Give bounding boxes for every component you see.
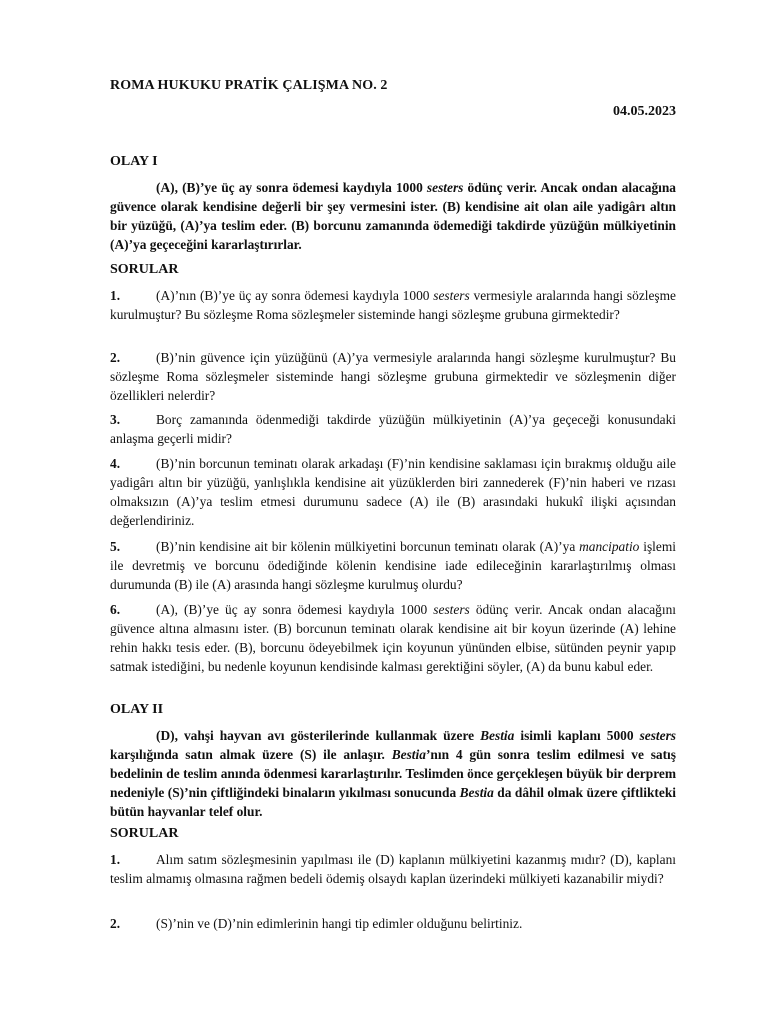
case-2-text-italic: Bestia	[391, 747, 426, 762]
question-text: (B)’nin borcunun teminatı olarak arkadaşı (F)’nin kendisine saklaması için bırakmış olduğu aile yadigârı altın bir yüzüğü, yanlışlıkla kendisine ait yüzüklerden biri zannederek (F)’nin haberi ve rızası olmaksızın (A)’ya teslim etmesi durumunu sadece (A) ile (B) arasındaki hukukî ilişki açısından değerlendiriniz.	[110, 456, 676, 528]
question-text: ödünç verir. Ancak ondan alacağını güvence altına almasını ister. (B) borcunun teminatı olarak kendisine ait bir koyun üzerinde (A) lehine rehin hakkı tesis eder. (B), borcunu ödeyebilmek için koyunun yününden elbise, sütünden peynir yapıp satmak istediğini, bu nedenle koyunun kendisinde kalması gerektiğini söyler, (A) da bunu kabul eder.	[110, 602, 676, 674]
case-2-question-1	[110, 850, 676, 888]
case-1-heading: OLAY I	[110, 154, 158, 169]
case-1-question-6	[110, 600, 676, 676]
question-number: 2.	[110, 916, 121, 931]
case-2-text-italic: sesters	[639, 728, 677, 743]
document-title: ROMA HUKUKU PRATİK ÇALIŞMA NO. 2	[110, 78, 388, 93]
case-1-question-3	[110, 410, 676, 448]
case-2-text-part: da dâhil olmak üzere çiftlikteki bütün hayvanlar telef olur.	[110, 785, 676, 819]
case-2-text-part: isimli kaplanı 5000	[514, 728, 640, 743]
case-1-text-italic: sesters	[426, 180, 464, 195]
question-number: 1.	[110, 288, 121, 303]
case-2-text-italic: Bestia	[480, 728, 515, 743]
question-text: (A)’nın (B)’ye üç ay sonra ödemesi kaydıyla 1000	[156, 288, 434, 303]
case-1-text	[110, 178, 676, 254]
question-number: 6.	[110, 602, 121, 617]
case-2-text-part: ’nın 4 gün sonra teslim edilmesi ve satış bedelinin de teslim anında ödenmesi kararlaştırılır. Teslimden önce gerçekleşen büyük bir derprem nedeniyle (S)’nin çiftliğindeki binaların yıkılması sonucunda	[110, 747, 676, 800]
case-1-question-2	[110, 348, 676, 405]
question-text: (S)’nin ve (D)’nin edimlerinin hangi tip edimler olduğunu belirtiniz.	[156, 916, 523, 931]
question-text: (B)’nin güvence için yüzüğünü (A)’ya vermesiyle aralarında hangi sözleşme kurulmuştur? Bu sözleşme Roma sözleşmeler sisteminde hangi sözleşme grubuna girmektedir ve sözleşmenin diğer özellikleri nelerdir?	[110, 350, 676, 403]
question-text-italic: sesters	[433, 602, 470, 617]
case-2-text	[110, 726, 676, 821]
case-1-text-part: (A), (B)’ye üç ay sonra ödemesi kaydıyla 1000	[156, 180, 427, 195]
question-number: 4.	[110, 456, 121, 471]
case-2-questions-heading: SORULAR	[110, 826, 179, 841]
case-2-text-part: (D), vahşi hayvan avı gösterilerinde kullanmak üzere	[156, 728, 481, 743]
question-number: 1.	[110, 852, 121, 867]
question-text: Borç zamanında ödenmediği takdirde yüzüğün mülkiyetinin (A)’ya geçeceği konusundaki anlaşma geçerli midir?	[110, 412, 676, 446]
case-1-question-1	[110, 286, 676, 324]
question-text: Alım satım sözleşmesinin yapılması ile (D) kaplanın mülkiyetini kazanmış mıdır? (D), kaplanı teslim almamış olmasına rağmen bedeli ödemiş olsaydı kaplan üzerindeki mülkiyeti kazanabilir miydi?	[110, 852, 676, 886]
question-text-italic: sesters	[433, 288, 470, 303]
question-number: 2.	[110, 350, 121, 365]
case-2-text-italic: Bestia	[459, 785, 494, 800]
case-1-question-4	[110, 454, 676, 530]
question-text: (B)’nin kendisine ait bir kölenin mülkiyetini borcunun teminatı olarak (A)’ya	[156, 539, 580, 554]
question-number: 5.	[110, 539, 121, 554]
question-text: (A), (B)’ye üç ay sonra ödemesi kaydıyla 1000	[156, 602, 434, 617]
case-2-heading: OLAY II	[110, 702, 164, 717]
case-2-question-2	[110, 914, 676, 933]
question-number: 3.	[110, 412, 121, 427]
case-1-questions-heading: SORULAR	[110, 262, 179, 277]
case-1-question-5	[110, 537, 676, 594]
question-text: vermesiyle aralarında hangi sözleşme kurulmuştur? Bu sözleşme Roma sözleşmeler sisteminde hangi sözleşme grubuna girmektedir?	[110, 288, 677, 322]
case-2-text-part: karşılığında satın almak üzere (S) ile anlaşır.	[110, 747, 392, 762]
question-text-italic: mancipatio	[579, 539, 640, 554]
question-text: işlemi ile devretmiş ve borcunu ödediğinde kölenin kendisine iade edileceğinin kararlaştırılmış olması durumunda (B) ile (A) arasında hangi sözleşme kurulmuş olurdu?	[110, 539, 676, 592]
case-1-text-part: ödünç verir. Ancak ondan alacağına güvence olarak kendisine değerli bir şey vermesini ister. (B) kendisine ait olan aile yadigârı altın bir yüzüğü, (A)’ya teslim eder. (B) borcunu zamanında ödemediği takdirde yüzüğün mülkiyetinin (A)’ya geçeceğini kararlaştırırlar.	[110, 180, 677, 252]
document-date: 04.05.2023	[613, 104, 676, 119]
